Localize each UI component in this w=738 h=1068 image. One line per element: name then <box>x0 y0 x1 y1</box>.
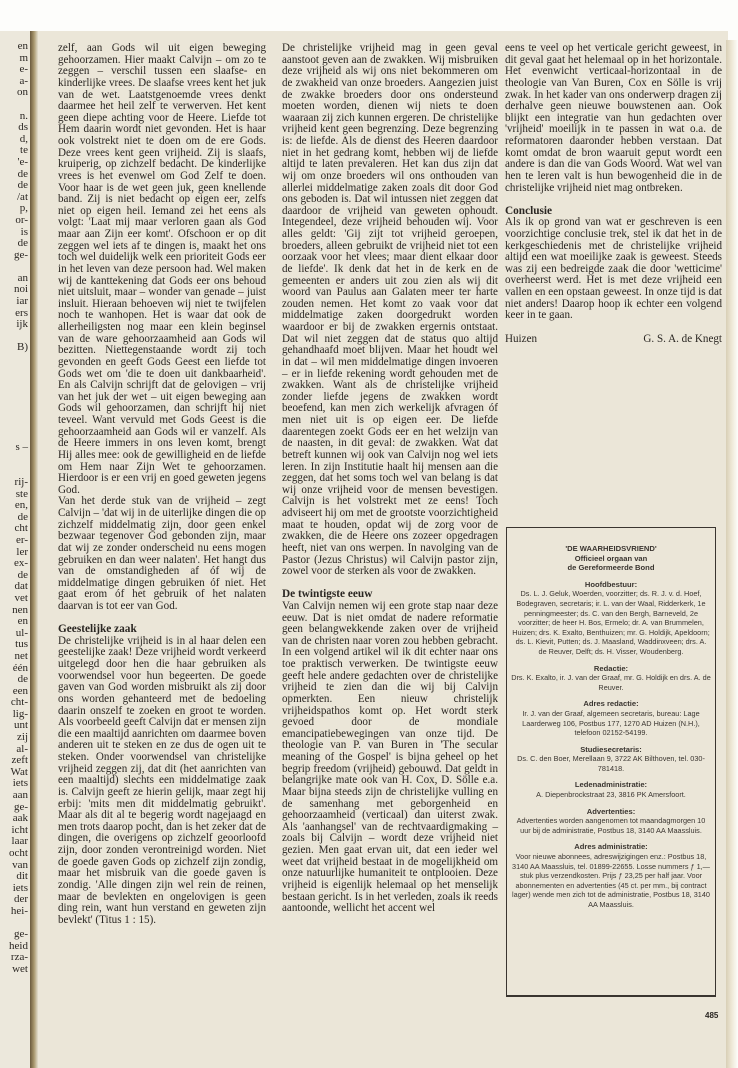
page-edge <box>726 40 738 1068</box>
colophon-label: Adres administratie: <box>574 842 648 852</box>
paragraph: eens te veel op het verticale gericht geweest, in dit geval gaat het helemaal op in het horizontale. Het evenwicht verticaal-horizontaal in de theologie van Van Buren, Cox en Sölle is vrij zwak. In het kader van ons onderwerp dragen zij derhalve geen nieuwe bouwstenen aan. Ook blijkt een integratie van hun gedachten over 'vrijheid' moeilijk in te passen in wat o.a. de reformatoren daaronder hebben verstaan. Dat komt omdat de bron waaruit geput wordt een andere is dan die van Gods Woord. Wat wel van hen te leren valt is hun bewogenheid die in de christelijke vrijheid niet mag ontbreken. <box>505 42 722 194</box>
section-heading: Conclusie <box>505 204 553 217</box>
paragraph: Van het derde stuk van de vrijheid – zegt Calvijn – 'dat wij in de uiterlijke dingen die op zichzelf middelmatig zijn, door geen enkel bezwaar tegenover God gebonden zijn, maar dat wij ze zonder onderscheid nu eens mogen gebruiken en dan weer nalaten'. Het hangt dus van de omstandigheden af óf wij de middelmatige dingen gebruiken óf niet. Het gaat erom óf het gebruik of het nalaten daarvan is tot eer van God. <box>58 495 266 612</box>
section-heading: Geestelijke zaak <box>58 623 137 636</box>
colophon-box <box>506 527 716 997</box>
signature-line <box>505 334 722 346</box>
paragraph: De christelijke vrijheid mag in geen geval aanstoot geven aan de zwakken. Wij misbruiken deze vrijheid als wij ons niet bekommeren om de zwakheid van onze broeders. Aangezien juist de zwakke broeders door ons ondersteund moeten worden, dienen wij niets te doen waaraan zij zich kunnen ergeren. De christelijke vrijheid kent geen begrenzing. Deze begrenzing is: de liefde. Als de dienst des Heeren daardoor niet in het gedrang komt, hebben wij de liefde altijd te laten prevaleren. Het kan dus zijn dat wij om onze broeders wil ons onthouden van allerlei middelmatige zaken zoals dit door God ons geboden is. Dat wil intussen niet zeggen dat daardoor de vrijheid van geweten ophoudt. Integendeel, deze vrijheid behouden wij. Voor alles geldt: 'Gij zijt tot vrijheid geroepen, broeders, alleen gebruikt de vrijheid niet tot een oorzaak voor het vlees; maar dient elkaar door de liefde'. Ik denk dat het in de kerk en de gemeenten er anders uit zou zien als wij dit woord van Paulus aan Galaten meer ter harte zouden nemen. Het komt zo vaak voor dat middelmatige zaken doorgedrukt worden waardoor er bij de zwakken ergernis ontstaat. Dat wil niet zeggen dat de status quo altijd gehandhaafd moet blijven. Maar het houdt wel in dat – wil men middelmatige dingen invoeren – er in liefde rekening wordt gehouden met de zwakken. Want als de christelijke vrijheid zonder liefde jegens de zwakken wordt beoefend, kan men zich werkelijk afvragen óf men niet uit is op eigen eer. De liefde daarentegen zoekt Gods eer en het welzijn van de naasten, in dit geval: de zwakken. Wat dat betreft kunnen wij ook van Calvijn nog wel iets leren. In zijn Institutie haalt hij mensen aan die zeggen, dat het soms toch wel van belang is dat wij onze vrijheid voor de mensen bevestigen. Calvijn is het volstrekt met ze eens! Toch adviseert hij om met de grootste voorzichtigheid maat te houden, opdat wij de zorg voor de zwakken, die de Heere ons zozeer opgedragen heeft, niet van ons werpen. In navolging van de Pastor (Jezus Christus) wil Calvijn pastor zijn, zowel voor de sterken als voor de zwakken. <box>282 42 498 578</box>
colophon-label: Hoofdbestuur: <box>584 579 638 589</box>
left-page-edge <box>0 31 31 1068</box>
paragraph: De christelijke vrijheid is in al haar delen een geestelijke zaak! Deze vrijheid wordt verkeerd uitgelegd door hen die haar gebruiken als voorwendsel voor hun begeerten. De goede gaven van God worden misbruikt als zij door ons worden gehanteerd met de bedoeling daarin onszelf te zoeken en groot te worden. Als voorbeeld geeft Calvijn dat er mensen zijn die een maaltijd aanrichten om daarmee boven anderen uit te steken en ze dus de ogen uit te steken. Onder voorwendsel van christelijke vrijheid zeggen zij, dat dit (het aanrichten van een maaltijd) slechts een middelmatige zaak is. Calvijn geeft ze hierin gelijk, maar zegt hij erbij: 'mits men dit middelmatig gebruikt'. Maar als dit al te begerig wordt nagejaagd en men trots daarop pocht, dan is het zeker dat de dingen, die overigens op zichzelf geoorloofd zijn, door zonden verontreinigd worden. Niet de goede gaven Gods op zichzelf zijn zondig, maar het misbruik van die goede gaven is zondig. 'Alle dingen zijn wel rein de reinen, maar de bevlekten en ongelovigen is geen ding rein, want hun verstand en geweten zijn bevlekt' (Titus 1 : 15). <box>58 634 266 926</box>
left-page-fragment: en m e- a- on n. ds d, te 'e- de de /at p, or- is de ge- an noi iar ers ijk B) <box>13 40 28 354</box>
colophon-text: A. Diepenbrockstraat 23, 3816 PK Amersfoort. <box>536 790 686 800</box>
article-column-3 <box>505 43 722 345</box>
colophon-title: 'DE WAARHEIDSVRIEND' <box>565 544 657 553</box>
colophon-text: Advertenties worden aangenomen tot maandagmorgen 10 uur bij de administratie, Postbus 18, 3140 AA Maassluis. <box>516 816 706 835</box>
author-place: Huizen <box>505 332 538 345</box>
colophon-label: Redactie: <box>593 663 629 673</box>
book-spine-shadow <box>30 31 38 1068</box>
colophon-label: Studiesecretaris: <box>580 744 642 754</box>
paragraph: Als ik op grond van wat er geschreven is een voorzichtige conclusie trek, stel ik dat het in de kerkgeschiedenis met de christelijke vrijheid altijd een wat moeilijke zaak is geweest. Steeds was zij een bedreigde zaak die door 'wetticime' overheerst werd. Het is met deze vrijheid een vallen en een opstaan geweest. In onze tijd is dat niet anders! Daarop hoop ik echter een volgend keer in te gaan. <box>505 216 722 322</box>
section-heading: De twintigste eeuw <box>282 588 373 601</box>
colophon-text: Ds. L. J. Geluk, Woerden, voorzitter; ds. R. J. v. d. Hoef, Bodegraven, secretaris; ir. L. van der Waal, Ridderkerk, 1e penningmeester; ds. C. van den Bergh, Barneveld, 2e voorzitter; de heer H. Bos, Ermelo; dr. A. van Brummelen, Huizen; drs. K. Exalto, Benthuizen; mr. G. Holdijk, Apeldoorn; ds. L. Kievit, Putten; ds. J. Maasland, Waddinxveen; drs. A. de Reuver, Delft; ds. H. Visser, Woudenberg. <box>512 589 710 656</box>
colophon-label: Advertenties: <box>586 806 636 816</box>
left-page-fragment: rij- ste en, de cht er- ler ex- de dat vet nen en ul- tus net één de een cht- lig- unt zij al- zeft Wat iets aan ge- aak icht laar ocht van dit iets der hei- ge- heid rza- wet <box>9 476 28 975</box>
paragraph: Van Calvijn nemen wij een grote stap naar deze eeuw. Dat is niet omdat de nadere reformatie geen belangwekkende zaken over de vrijheid van de christen naar voren zou hebben gebracht. In een volgend artikel wil ik dit echter naar ons toe praktisch verwerken. De twintigste eeuw geeft hele andere gedachten over de christelijke vrijheid te zien dan die wij bij Calvijn opmerkten. Een nieuw christelijk vrijheidspathos komt op. Het wordt sterk gevoed door de mondiale emancipatiebewegingen van onze tijd. De theologie van P. van Buren in 'The secular meaning of the Gospel' is bijna geheel op het begrip freedom (vrijheid) gebouwd. Dat geldt in belangrijke mate ook van H. Cox, D. Sölle e.a. Maar bijna steeds zijn de christelijke vulling en de samenhang met geborgenheid en gehoorzaamheid (verticaal) dan uiterst zwak. Als 'aanhangsel' van de rechtvaardigmaking – zoals bij Calvijn – wordt deze vrijheid niet gezien. Men gaat ervan uit, dat een ieder wel weet dat vrijheid bestaat in de mogelijkheid om onze natuurlijke humaniteit te ontplooien. Deze vrijheid is eigenlijk helemaal op het menselijk bestaan gericht. Is in het verleden, zoals ik reeds aantoonde, wellicht het accent wel <box>282 599 498 915</box>
author-name: G. S. A. de Knegt <box>643 332 722 345</box>
colophon-label: Ledenadministratie: <box>574 780 648 790</box>
article-column-2 <box>282 43 498 915</box>
left-page-fragment: s – <box>15 441 28 453</box>
colophon-text: Ir. J. van der Graaf, algemeen secretaris, bureau: Lage Laarderweg 106, Postbus 177, 1270 AD Huizen (N.H.), telefoon 02152-54199. <box>522 708 700 738</box>
page-number: 485 <box>705 1011 719 1020</box>
paragraph: zelf, aan Gods wil uit eigen beweging gehoorzamen. Hier maakt Calvijn – om zo te zeggen – verschil tussen een slaafse- en kinderlijke vrees. De slaafse vrees kent het juk van de wet. Laatstgenoemde vrees denkt daarmee het heil zelf te verwerven. Het kent geen diepe achting voor de Heere. Liefde tot Hem daarin wordt niet gevonden. Het is haar ook volstrekt niet te doen om de ere Gods. Deze vrees kent geen vrijheid. Zij is slaafs, kruiperig, op zichzelf bedacht. De kinderlijke vrees is het evenwel om God Zelf te doen. Voor haar is de wet geen juk, geen knellende band. Zij is niet bedacht op eigen eer, zelfs niet op eigen heil. Iemand zei het eens als volgt: 'Laat mij maar verloren gaan als God maar aan Zijn eer komt'. Ofschoon er op dit zeggen wel iets af te dingen is, maakt het ons toch wel duidelijk welk een prioriteit Gods eer in het leven van deze persoon had. Wel maken wij de kanttekening dat Gods eer ons behoud niet uitsluit, maar – wonder van genade – juist insluit. Hieraan behoeven wij niet te twijfelen noch te wanhopen. Het is waar dat ook de allerheiligsten nog maar een klein beginsel van de ware gehoorzaamheid aan Gods wil bezitten. Niettegenstaande wordt zij toch gevonden en geeft Gods Geest een liefde tot Gods wet om 'die te doen uit dankbaarheid'. En als Calvijn schrijft dat de gelovigen – vrij van het juk der wet – uit eigen beweging aan Gods wil gehoorzamen, dan schrijft hij niet teveel. Want vervuld met Gods Geest is die gehoorzaamheid aan Gods wil er vanzelf. Als de Heere immers in ons leven komt, brengt Hij alles mee: ook de gewilligheid en de liefde om Hem naar Zijn Wet te gehoorzamen. Hierdoor is er een vrij en goed geweten jegens God. <box>58 42 266 496</box>
colophon-text: Ds. C. den Boer, Merellaan 9, 3722 AK Bilthoven, tel. 030-781418. <box>517 754 705 773</box>
article-column-1 <box>58 43 266 926</box>
colophon-subtitle: Officieel orgaan van <box>574 553 648 563</box>
colophon-subtitle: de Gereformeerde Bond <box>567 563 655 573</box>
colophon-text: Voor nieuwe abonnees, adreswijzigingen enz.: Postbus 18, 3140 AA Maassluis, tel. 01899-22655. Losse nummers ƒ 1,— stuk plus verzendkosten. Prijs ƒ 23,25 per half jaar. Voor abonnementen en advertenties (45 ct. per mm., bij contract lager) wende men zich tot de administratie, Postbus 18, 3140 AA Maassluis. <box>512 852 710 909</box>
colophon-text: Drs. K. Exalto, ir. J. van der Graaf, mr. G. Holdijk en drs. A. de Reuver. <box>511 673 711 692</box>
colophon-label: Adres redactie: <box>583 699 639 709</box>
